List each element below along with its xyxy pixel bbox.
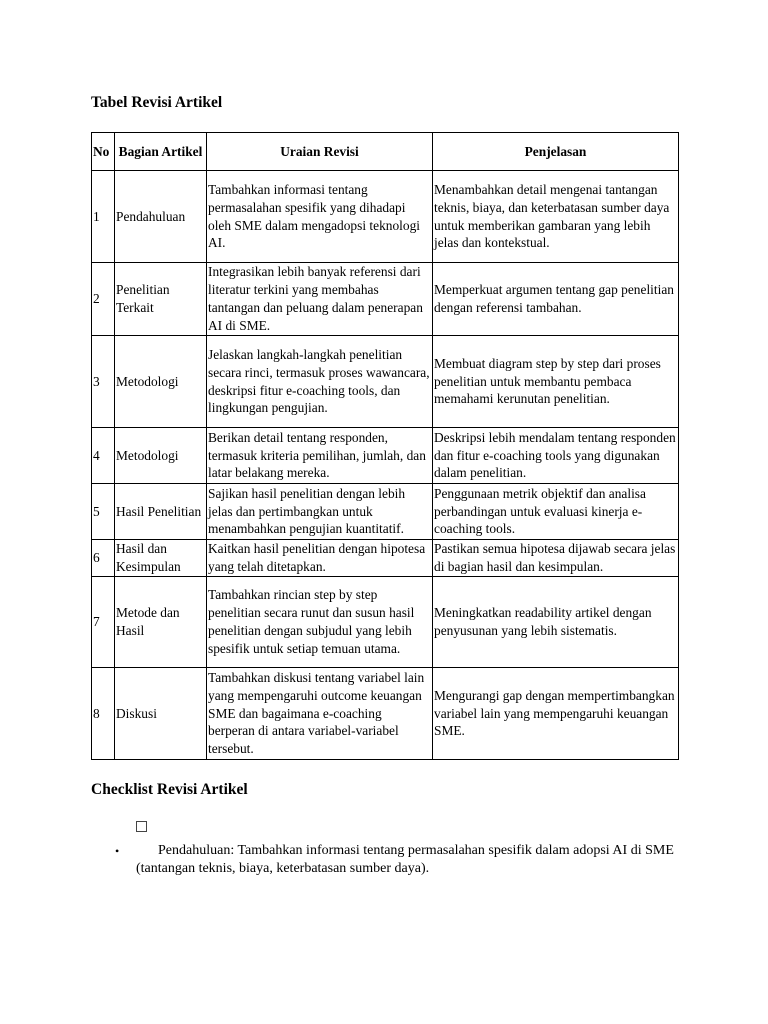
header-no: No bbox=[92, 133, 115, 171]
bullet-icon: • bbox=[115, 844, 120, 858]
table-row bbox=[92, 577, 679, 668]
table-row bbox=[92, 336, 679, 428]
cell-bagian: Hasil Penelitian bbox=[115, 484, 207, 540]
cell-bagian: Diskusi bbox=[115, 668, 207, 760]
cell-bagian: Pendahuluan bbox=[115, 171, 207, 263]
table-title: Tabel Revisi Artikel bbox=[91, 94, 223, 111]
cell-no: 8 bbox=[92, 668, 115, 760]
cell-uraian: Tambahkan informasi tentang permasalahan spesifik yang dihadapi oleh SME dalam mengadopsi teknologi AI. bbox=[207, 171, 433, 263]
table-row bbox=[92, 263, 679, 336]
checkbox-icon[interactable] bbox=[136, 821, 147, 832]
header-bagian: Bagian Artikel bbox=[115, 133, 207, 171]
table-header-row bbox=[92, 133, 679, 171]
cell-bagian: Metodologi bbox=[115, 336, 207, 428]
cell-uraian: Integrasikan lebih banyak referensi dari literatur terkini yang membahas tantangan dan peluang dalam penerapan AI di SME. bbox=[207, 263, 433, 336]
table-row bbox=[92, 540, 679, 577]
cell-bagian: Hasil dan Kesimpulan bbox=[115, 540, 207, 577]
cell-penjelasan: Membuat diagram step by step dari proses penelitian untuk membantu pembaca memahami kerunutan penelitian. bbox=[433, 336, 679, 428]
checklist-title: Checklist Revisi Artikel bbox=[91, 781, 248, 798]
cell-bagian: Metode dan Hasil bbox=[115, 577, 207, 668]
cell-no: 6 bbox=[92, 540, 115, 577]
cell-uraian: Tambahkan diskusi tentang variabel lain yang mempengaruhi outcome keuangan SME dan bagaimana e-coaching berperan di antara variabel-variabel tersebut. bbox=[207, 668, 433, 760]
cell-no: 7 bbox=[92, 577, 115, 668]
cell-no: 2 bbox=[92, 263, 115, 336]
cell-uraian: Tambahkan rincian step by step penelitian secara runut dan susun hasil penelitian dengan subjudul yang lebih spesifik untuk setiap temuan utama. bbox=[207, 577, 433, 668]
header-penjelasan: Penjelasan bbox=[433, 133, 679, 171]
cell-penjelasan: Menambahkan detail mengenai tantangan teknis, biaya, dan keterbatasan sumber daya untuk memberikan gambaran yang lebih jelas dan kontekstual. bbox=[433, 171, 679, 263]
cell-uraian: Kaitkan hasil penelitian dengan hipotesa yang telah ditetapkan. bbox=[207, 540, 433, 577]
cell-uraian: Sajikan hasil penelitian dengan lebih jelas dan pertimbangkan untuk menambahkan pengujian kuantitatif. bbox=[207, 484, 433, 540]
cell-bagian: Metodologi bbox=[115, 428, 207, 484]
table-row bbox=[92, 171, 679, 263]
revision-table bbox=[91, 132, 679, 760]
cell-no: 1 bbox=[92, 171, 115, 263]
table-row bbox=[92, 668, 679, 760]
cell-penjelasan: Meningkatkan readability artikel dengan penyusunan yang lebih sistematis. bbox=[433, 577, 679, 668]
cell-no: 4 bbox=[92, 428, 115, 484]
cell-penjelasan: Pastikan semua hipotesa dijawab secara jelas di bagian hasil dan kesimpulan. bbox=[433, 540, 679, 577]
cell-no: 3 bbox=[92, 336, 115, 428]
cell-penjelasan: Penggunaan metrik objektif dan analisa perbandingan untuk evaluasi kinerja e-coaching tools. bbox=[433, 484, 679, 540]
cell-uraian: Jelaskan langkah-langkah penelitian secara rinci, termasuk proses wawancara, deskripsi fitur e-coaching tools, dan lingkungan pengujian. bbox=[207, 336, 433, 428]
table-row bbox=[92, 484, 679, 540]
checklist-item-text: Pendahuluan: Tambahkan informasi tentang permasalahan spesifik dalam adopsi AI di SME (tantangan teknis, biaya, keterbatasan sumber daya). bbox=[136, 843, 674, 876]
table-row bbox=[92, 428, 679, 484]
header-uraian: Uraian Revisi bbox=[207, 133, 433, 171]
cell-no: 5 bbox=[92, 484, 115, 540]
cell-bagian: Penelitian Terkait bbox=[115, 263, 207, 336]
cell-penjelasan: Memperkuat argumen tentang gap penelitian dengan referensi tambahan. bbox=[433, 263, 679, 336]
cell-penjelasan: Mengurangi gap dengan mempertimbangkan variabel lain yang mempengaruhi keuangan SME. bbox=[433, 668, 679, 760]
cell-uraian: Berikan detail tentang responden, termasuk kriteria pemilihan, jumlah, dan latar belakang mereka. bbox=[207, 428, 433, 484]
cell-penjelasan: Deskripsi lebih mendalam tentang responden dan fitur e-coaching tools yang digunakan dalam penelitian. bbox=[433, 428, 679, 484]
